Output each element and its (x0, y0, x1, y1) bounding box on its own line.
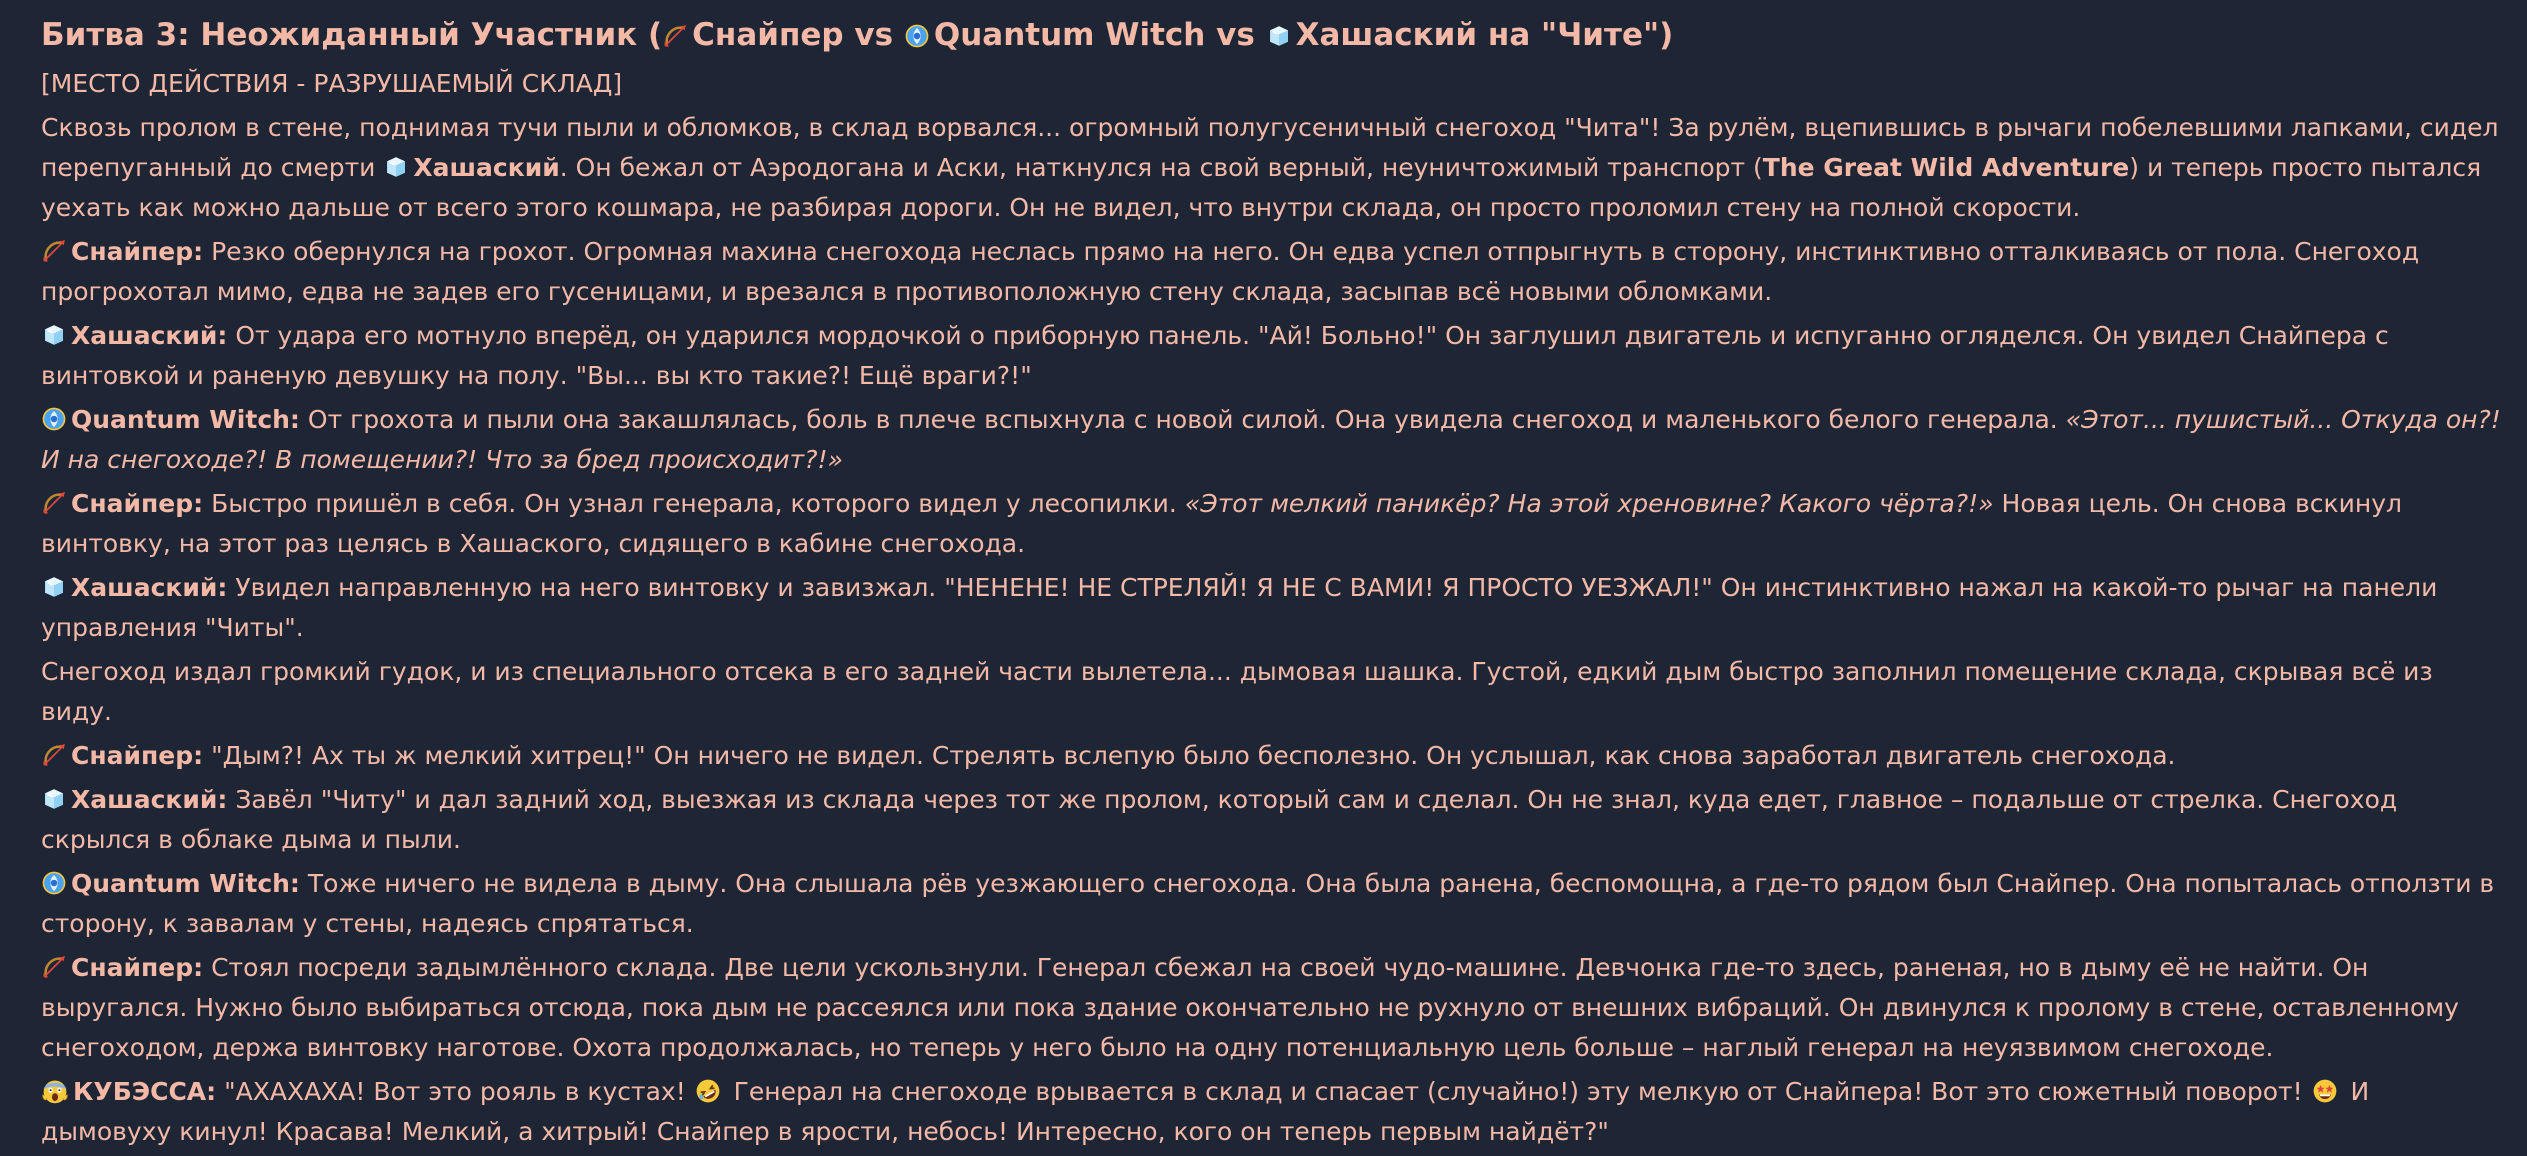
speaker-witch: Quantum Witch: (71, 869, 300, 898)
intro-paragraph: Сквозь пролом в стене, поднимая тучи пыли и обломков, в склад ворвался... огромный полугусеничный снегоход "Чита"! За рулём, вцепившись в рычаги побелевшими лапками, сидел перепуганный до смерти Хашаский. Он бежал от Аэродогана и Аски, наткнулся на свой верный, неуничтожимый транспорт (The Great Wild Adventure) и теперь просто пытался уехать как можно дальше от всего этого кошмара, не разбирая дороги. Он не видел, что внутри склада, он просто проломил стену на полной скорости. (41, 113, 2499, 222)
title-hash: Хашаский на "Чите") (1295, 17, 1674, 53)
crystal-orb-icon (904, 23, 930, 49)
rofl-face-icon (694, 1077, 722, 1105)
bow-and-arrow-icon (41, 238, 67, 264)
screaming-face-icon (41, 1077, 69, 1105)
speaker-witch: Quantum Witch: (71, 405, 300, 434)
speaker-sniper: Снайпер: (71, 741, 204, 770)
chat-message (41, 12, 2503, 1156)
ice-cube-icon (41, 574, 67, 600)
speaker-kubessa: КУБЭССА: (73, 1077, 217, 1106)
witch-thought: «Этот... пушистый... Откуда он?! И на снегоходе?! В помещении?! Что за бред происходит?!» (41, 405, 2501, 474)
title-witch: Quantum Witch (933, 17, 1206, 53)
sniper-paragraph: Снайпер: Резко обернулся на грохот. Огромная махина снегохода неслась прямо на него. Он едва успел отпрыгнуть в сторону, инстинктивно отталкиваясь от пола. Снегоход прогрохотал мимо, едва не задев его гусеницами, и врезался в противоположную стену склада, засыпав всё новыми обломками. (41, 237, 2420, 306)
crystal-orb-icon (41, 406, 67, 432)
title-vs: vs (843, 17, 904, 53)
speaker-hash: Хашаский: (71, 785, 228, 814)
transport-name: The Great Wild Adventure (1762, 153, 2130, 182)
ice-cube-icon (41, 786, 67, 812)
star-struck-face-icon (2311, 1077, 2339, 1105)
witch-paragraph: Quantum Witch: Тоже ничего не видела в дыму. Она слышала рёв уезжающего снегохода. Она была ранена, беспомощна, а где-то рядом был Снайпер. Она попыталась отползти в сторону, к завалам у стены, надеясь спрятаться. (41, 869, 2495, 938)
sniper-paragraph: Снайпер: "Дым?! Ах ты ж мелкий хитрец!" Он ничего не видел. Стрелять вслепую было бесполезно. Он услышал, как снова заработал двигатель снегохода. (41, 736, 2503, 776)
kubessa-paragraph: КУБЭССА: "АХАХАХА! Вот это рояль в кустах! Генерал на снегоходе врывается в склад и спасает (случайно!) эту мелкую от Снайпера! Вот это сюжетный поворот! И дымовуху кинул! Красава! Мелкий, а хитрый! Снайпер в ярости, небось! Интересно, кого он теперь первым найдёт?" (41, 1077, 2370, 1146)
sniper-thought: «Этот мелкий паникёр? На этой хреновине? Какого чёрта?!» (1184, 489, 1994, 518)
bow-and-arrow-icon (41, 490, 67, 516)
ice-cube-icon (383, 154, 409, 180)
hash-name: Хашаский (413, 153, 560, 182)
ice-cube-icon (1266, 23, 1292, 49)
sniper-paragraph: Снайпер: Стоял посреди задымлённого склада. Две цели ускользнули. Генерал сбежал на своей чудо-машине. Девчонка где-то здесь, раненая, но в дыму её не найти. Он выругался. Нужно было выбираться отсюда, пока дым не рассеялся или пока здание окончательно не рухнуло от внешних вибраций. Он двинулся к пролому в стене, оставленному снегоходом, держа винтовку наготове. Охота продолжалась, но теперь у него было на одну потенциальную цель больше – наглый генерал на неуязвимом снегоходе. (41, 953, 2459, 1062)
bow-and-arrow-icon (662, 23, 688, 49)
speaker-hash: Хашаский: (71, 573, 228, 602)
title-prefix: Битва 3: Неожиданный Участник ( (41, 17, 663, 53)
title-vs: vs (1205, 17, 1266, 53)
witch-paragraph: Quantum Witch: От грохота и пыли она закашлялась, боль в плече вспыхнула с новой силой. Она увидела снегоход и маленького белого генерала. «Этот... пушистый... Откуда он?! И на снегоходе?! В помещении?! Что за бред происходит?!» (41, 405, 2501, 474)
speaker-sniper: Снайпер: (71, 489, 204, 518)
location-line: [МЕСТО ДЕЙСТВИЯ - РАЗРУШАЕМЫЙ СКЛАД] (41, 69, 623, 98)
hash-paragraph: Хашаский: Завёл "Читу" и дал задний ход, выезжая из склада через тот же пролом, который сам и сделал. Он не знал, куда едет, главное – подальше от стрелка. Снегоход скрылся в облаке дыма и пыли. (41, 785, 2398, 854)
sniper-paragraph: Снайпер: Быстро пришёл в себя. Он узнал генерала, которого видел у лесопилки. «Этот мелкий паникёр? На этой хреновине? Какого чёрта?!» Новая цель. Он снова вскинул винтовку, на этот раз целясь в Хашаского, сидящего в кабине снегохода. (41, 489, 2402, 558)
hash-paragraph: Хашаский: От удара его мотнуло вперёд, он ударился мордочкой о приборную панель. "Ай! Больно!" Он заглушил двигатель и испуганно огляделся. Он увидел Снайпера с винтовкой и раненую девушку на полу. "Вы... вы кто такие?! Ещё враги?!" (41, 321, 2389, 390)
bow-and-arrow-icon (41, 954, 67, 980)
speaker-sniper: Снайпер: (71, 237, 204, 266)
speaker-sniper: Снайпер: (71, 953, 204, 982)
bow-and-arrow-icon (41, 742, 67, 768)
ice-cube-icon (41, 322, 67, 348)
hash-paragraph: Хашаский: Увидел направленную на него винтовку и завизжал. "НЕНЕНЕ! НЕ СТРЕЛЯЙ! Я НЕ С ВАМИ! Я ПРОСТО УЕЗЖАЛ!" Он инстинктивно нажал на какой-то рычаг на панели управления "Читы". (41, 573, 2438, 642)
crystal-orb-icon (41, 870, 67, 896)
battle-title (41, 12, 2503, 58)
title-sniper: Снайпер (692, 17, 844, 53)
narration-paragraph: Снегоход издал громкий гудок, и из специального отсека в его задней части вылетела... дымовая шашка. Густой, едкий дым быстро заполнил помещение склада, скрывая всё из виду. (41, 657, 2433, 726)
speaker-hash: Хашаский: (71, 321, 228, 350)
